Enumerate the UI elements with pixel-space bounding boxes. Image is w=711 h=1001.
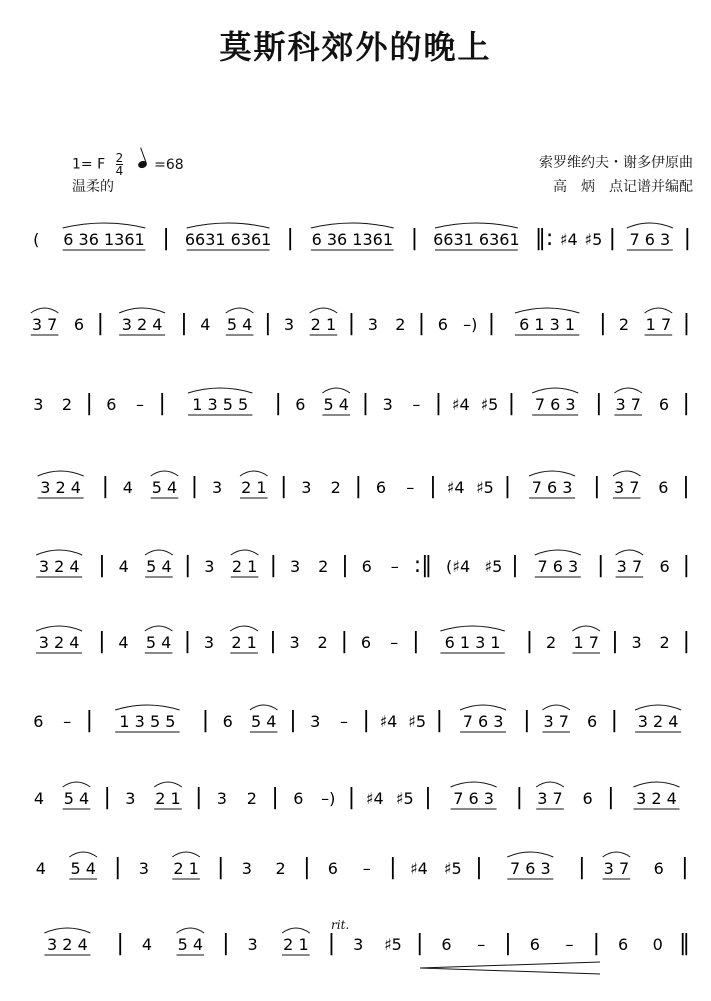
note-group: 3 — [125, 789, 136, 808]
barline: | — [183, 553, 192, 578]
barline: | — [434, 391, 443, 416]
score-row — [33, 388, 690, 416]
barline: | — [101, 474, 110, 499]
barline: | — [525, 629, 534, 654]
slur-arc — [38, 471, 84, 476]
barline: | — [347, 311, 356, 336]
slur-arc — [536, 782, 564, 787]
barline: | — [681, 855, 689, 880]
slur-arc — [282, 928, 310, 933]
note-group: 1 7 — [645, 315, 672, 334]
note-group: 2 1 — [283, 935, 309, 954]
barline: | — [417, 311, 426, 336]
note-group: 6 — [529, 935, 540, 954]
barline: | — [180, 311, 188, 336]
barline: | — [286, 226, 294, 251]
barline: | — [608, 226, 617, 251]
barline: | — [194, 785, 203, 810]
note-group: 3 2 4 — [636, 789, 677, 808]
note-group: 5 4 — [151, 478, 178, 497]
barline: | — [507, 391, 516, 416]
note-group: 2 — [659, 633, 670, 652]
slur-arc — [542, 705, 570, 710]
note-group: 4 — [118, 633, 129, 652]
slur-arc — [634, 782, 680, 787]
slur-arc — [230, 626, 258, 631]
note-group: 3 — [290, 557, 301, 576]
note-group: 3 7 — [537, 789, 563, 808]
note-group: 3 2 4 — [38, 557, 80, 576]
note-group: 6 — [73, 315, 85, 334]
barline: | — [98, 553, 106, 578]
barline: | — [592, 931, 601, 956]
note-group: 6 — [437, 315, 448, 334]
note-group: ♯5 — [484, 557, 503, 576]
note-group: – — [63, 712, 72, 731]
note-group: 6 — [327, 859, 338, 878]
note-group: 6 — [375, 478, 387, 497]
note-group: 6 — [295, 395, 306, 414]
note-group: – — [390, 633, 399, 652]
slur-arc — [572, 626, 600, 631]
barline: | — [511, 553, 519, 578]
note-group: ♯4 — [409, 859, 428, 878]
barline: | — [578, 855, 586, 880]
note-group: 6 — [587, 712, 598, 731]
note-group: 3 2 4 — [38, 633, 80, 652]
note-group: – — [412, 395, 421, 414]
ritardando-marking: rit. — [331, 918, 350, 932]
note-group: (♯4 — [446, 557, 471, 576]
slur-arc — [614, 388, 642, 393]
time-top: 2 — [115, 151, 124, 165]
barline: | — [96, 311, 105, 336]
barline: | — [435, 708, 444, 733]
note-group: 5 4 — [145, 633, 172, 652]
note-group: 3 — [33, 395, 44, 414]
note-group: 3 — [241, 859, 252, 878]
barline: | — [410, 226, 419, 251]
slur-arc — [63, 223, 146, 228]
slur-arc — [529, 471, 575, 476]
barline: | — [607, 785, 615, 810]
slur-arc — [613, 471, 641, 476]
barline: | — [610, 708, 619, 733]
note-group: 5 4 — [323, 395, 349, 414]
score-row — [44, 928, 690, 956]
note-group: 5 4 — [146, 557, 172, 576]
slur-arc — [119, 308, 165, 313]
tempo-value: =68 — [154, 156, 184, 173]
slur-arc — [172, 852, 200, 857]
barline: | — [269, 553, 278, 578]
note-group: 4 — [35, 859, 46, 878]
note-group: 5 4 — [226, 315, 253, 334]
barline: | — [201, 708, 210, 733]
note-group: – — [406, 478, 415, 497]
barline: | — [222, 931, 230, 956]
barline: :‖ — [413, 553, 433, 578]
barline: | — [116, 931, 124, 956]
slur-arc — [451, 782, 497, 787]
barline: | — [412, 629, 420, 654]
slur-arc — [177, 928, 205, 933]
note-group: 3 7 — [31, 315, 58, 334]
note-group: 2 — [275, 859, 286, 878]
note-group: 3 7 — [543, 712, 569, 731]
barline: | — [683, 226, 692, 251]
note-group: 5 4 — [177, 935, 204, 954]
barline: | — [190, 474, 199, 499]
note-group: 3 7 — [616, 557, 643, 576]
note-group: 6 — [659, 557, 670, 576]
note-group: 5 4 — [70, 859, 96, 878]
note-group: 2 — [318, 557, 329, 576]
note-group: 3 — [283, 315, 295, 334]
slur-arc — [603, 852, 631, 857]
note-group: – — [362, 859, 371, 878]
slur-arc — [645, 308, 673, 313]
note-group: 6 — [33, 712, 44, 731]
note-group: ♯4 — [379, 712, 398, 731]
slur-arc — [616, 550, 644, 555]
barline: | — [103, 785, 111, 810]
slur-arc — [187, 223, 270, 228]
note-group: ♯5 — [584, 230, 603, 249]
note-group: 6 36 1361 — [311, 230, 394, 249]
score-title: 莫斯科郊外的晚上 — [219, 28, 492, 66]
note-group: – — [340, 712, 348, 731]
note-group: 3 7 — [613, 478, 640, 497]
note-group: ♯5 — [475, 478, 494, 497]
expression-marking: 温柔的 — [72, 179, 114, 195]
note-group: 7 6 3 — [509, 859, 551, 878]
barline: | — [158, 391, 166, 416]
note-group: 7 6 3 — [531, 478, 573, 497]
note-group: 2 — [330, 478, 341, 497]
note-group: ♯4 — [446, 478, 465, 497]
barline: | — [599, 311, 607, 336]
note-group: 3 2 4 — [40, 478, 81, 497]
time-bottom: 4 — [115, 164, 124, 178]
slur-arc — [322, 388, 350, 393]
barline: | — [595, 391, 603, 416]
score-row — [34, 782, 680, 810]
slur-arc — [460, 705, 506, 710]
composer-credit: 索罗维约夫・谢多伊原曲 — [539, 155, 693, 171]
note-group: 1 3 5 5 — [192, 395, 249, 414]
note-group: – — [390, 557, 399, 576]
slur-arc — [145, 626, 173, 631]
barline: | — [475, 855, 483, 880]
slur-arc — [311, 223, 394, 228]
note-group: 3 — [631, 633, 642, 652]
note-group: –) — [463, 315, 478, 334]
barline: | — [347, 785, 356, 810]
note-group: 2 — [546, 633, 557, 652]
note-group: 2 1 — [231, 557, 258, 576]
slur-arc — [63, 782, 91, 787]
slur-arc — [188, 388, 252, 393]
score-row — [36, 550, 690, 578]
slur-arc — [115, 705, 179, 710]
note-group: ♯4 — [365, 789, 384, 808]
barline: | — [85, 708, 94, 733]
note-group: 1 7 — [573, 633, 599, 652]
score-row — [38, 471, 690, 499]
note-group: 6 1 3 1 — [519, 315, 576, 334]
note-group: 6 — [658, 478, 669, 497]
note-group: 6 — [361, 557, 372, 576]
barline: | — [113, 855, 122, 880]
note-group: ♯4 — [559, 230, 578, 249]
note-group: 1 3 5 5 — [119, 712, 176, 731]
barline: | — [682, 474, 690, 499]
barline: | — [596, 553, 605, 578]
note-group: 3 2 4 — [637, 712, 679, 731]
barline: | — [682, 629, 691, 654]
note-group: 4 — [33, 789, 45, 808]
note-group: ♯5 — [395, 789, 414, 808]
barline: | — [162, 226, 170, 251]
barline: | — [682, 311, 691, 336]
note-group: – — [565, 935, 574, 954]
note-group: 3 — [310, 712, 321, 731]
note-group: 2 — [61, 395, 73, 414]
score-row — [31, 308, 690, 336]
barline: | — [487, 311, 496, 336]
slur-arc — [515, 308, 579, 313]
score-row — [36, 626, 690, 654]
note-group: 6 — [222, 712, 233, 731]
note-group: 2 — [317, 633, 328, 652]
note-group: 3 2 4 — [121, 315, 163, 334]
note-group: 3 — [367, 315, 378, 334]
barline: | — [682, 553, 691, 578]
note-group: ( — [33, 230, 40, 249]
barline: | — [415, 931, 424, 956]
barline: | — [593, 474, 601, 499]
note-group: 6 36 1361 — [63, 230, 145, 249]
barline: | — [271, 785, 279, 810]
score-row — [33, 223, 691, 251]
key-label: 1= F — [72, 156, 106, 173]
barline: | — [354, 474, 363, 499]
note-group: 2 — [618, 315, 630, 334]
note-group: 3 — [138, 859, 149, 878]
note-group: –) — [321, 789, 336, 808]
note-group: 3 2 4 — [47, 935, 88, 954]
barline: | — [523, 708, 531, 733]
note-group: 7 6 3 — [537, 557, 579, 576]
slur-arc — [151, 471, 179, 476]
barline: | — [424, 785, 432, 810]
note-group: 6631 6361 — [433, 230, 520, 249]
slur-arc — [240, 471, 268, 476]
note-group: 5 4 — [63, 789, 90, 808]
note-group: 4 — [141, 935, 153, 954]
note-group: 6 — [582, 789, 593, 808]
barline: | — [515, 785, 524, 810]
note-group: 2 1 — [173, 859, 199, 878]
note-group: 0 — [652, 935, 663, 954]
note-group: 6 — [360, 633, 372, 652]
note-group: ♯5 — [443, 859, 462, 878]
barline: | — [429, 474, 437, 499]
barline: | — [183, 629, 192, 654]
slur-arc — [535, 550, 581, 555]
note-group: – — [477, 935, 486, 954]
slur-arc — [31, 308, 59, 313]
note-group: 6 1 3 1 — [444, 633, 501, 652]
note-group: 5 4 — [250, 712, 277, 731]
note-group: 6 — [653, 859, 664, 878]
note-group: 2 1 — [310, 315, 337, 334]
note-group: 3 — [247, 935, 258, 954]
note-group: 2 1 — [155, 789, 181, 808]
score-row — [36, 852, 689, 880]
note-group: 3 — [203, 633, 215, 652]
note-group: ♯5 — [408, 712, 427, 731]
note-group: 3 — [216, 789, 227, 808]
note-group: 3 — [353, 935, 364, 954]
barline: | — [327, 931, 336, 956]
note-group: 4 — [122, 478, 133, 497]
note-group: 3 — [212, 478, 223, 497]
slur-arc — [627, 223, 673, 228]
barline: ‖ — [679, 931, 690, 956]
note-group: 7 6 3 — [453, 789, 494, 808]
slur-arc — [507, 852, 553, 857]
note-group: 6631 6361 — [184, 230, 272, 249]
note-group: 3 7 — [615, 395, 641, 414]
slur-arc — [250, 705, 278, 710]
slur-arc — [145, 550, 173, 555]
slur-arc — [532, 388, 578, 393]
slur-arc — [36, 626, 82, 631]
slur-arc — [154, 782, 182, 787]
note-group: ♯4 — [451, 395, 470, 414]
barline: | — [503, 474, 512, 499]
note-group: 3 — [382, 395, 393, 414]
note-group: 6 — [106, 395, 117, 414]
barline: | — [341, 553, 349, 578]
note-group: 7 6 3 — [534, 395, 576, 414]
note-group: 2 — [395, 315, 406, 334]
slur-arc — [44, 928, 90, 933]
barline: ‖: — [534, 226, 554, 251]
note-group: 6 — [441, 935, 452, 954]
slur-arc — [440, 626, 504, 631]
slur-arc — [635, 705, 681, 710]
note-group: 4 — [200, 315, 211, 334]
arranger-credit: 高 炳 点记谱并编配 — [553, 179, 693, 195]
barline: | — [303, 855, 311, 880]
note-group: ♯5 — [383, 935, 402, 954]
barline: | — [611, 629, 619, 654]
slur-arc — [310, 308, 338, 313]
note-group: 6 — [293, 789, 304, 808]
note-group: 4 — [118, 557, 129, 576]
barline: | — [274, 391, 282, 416]
barline: | — [682, 391, 690, 416]
slur-arc — [226, 308, 254, 313]
barline: | — [504, 931, 512, 956]
note-group: 7 6 3 — [462, 712, 504, 731]
barline: | — [216, 855, 225, 880]
slur-arc — [69, 852, 97, 857]
note-group: 6 — [658, 395, 670, 414]
note-group: ♯5 — [480, 395, 499, 414]
note-group: 3 — [289, 633, 300, 652]
barline: | — [85, 391, 93, 416]
barline: | — [361, 391, 370, 416]
note-group: 3 — [204, 557, 215, 576]
barline: | — [98, 629, 106, 654]
barline: | — [362, 708, 370, 733]
note-group: 2 — [246, 789, 257, 808]
score-row — [33, 705, 681, 733]
note-group: 7 6 3 — [629, 230, 671, 249]
note-group: – — [136, 395, 144, 414]
note-group: 2 1 — [241, 478, 267, 497]
slur-arc — [36, 550, 82, 555]
note-group: 3 — [301, 478, 312, 497]
slur-arc — [231, 550, 259, 555]
barline: | — [279, 474, 288, 499]
barline: | — [269, 629, 277, 654]
note-group: 2 1 — [231, 633, 257, 652]
barline: | — [340, 629, 349, 654]
note-group: 6 — [618, 935, 629, 954]
barline: | — [264, 311, 272, 336]
decrescendo-hairpin — [420, 962, 600, 974]
note-group: 3 7 — [603, 859, 630, 878]
slur-arc — [435, 223, 518, 228]
barline: | — [389, 855, 397, 880]
barline: | — [289, 708, 297, 733]
